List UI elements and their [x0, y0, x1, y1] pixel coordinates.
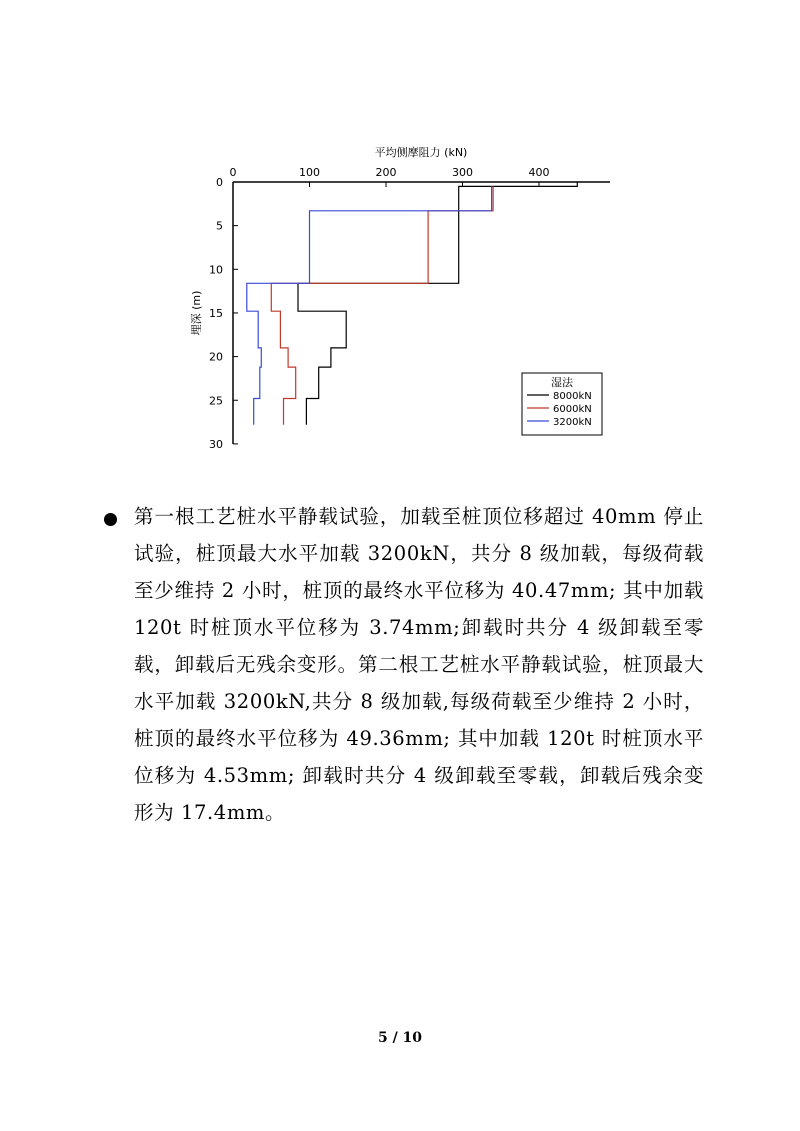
x-axis-ticks: [230, 166, 550, 187]
y-tick-label: 10: [209, 263, 223, 277]
y-tick-label: 30: [209, 437, 223, 451]
paragraph-text: 第一根工艺桩水平静载试验，加载至桩顶位移超过 40mm 停止试验，桩顶最大水平加载 3200kN，共分 8 级加载，每级荷载至少维持 2 小时，桩顶的最终水平位移为 40.47mm; 其中加载 120t 时桩顶水平位移为 3.74mm;卸载时共分 4 级卸载至零载，卸载后无残余变形。第二根工艺桩水平静载试验，桩顶最大水平加载 3200kN,共分 8 级加载,每级荷载至少维持 2 小时，桩顶的最终水平位移为 49.36mm; 其中加载 120t 时桩顶水平位移为 4.53mm; 卸载时共分 4 级卸载至零载，卸载后残余变形为 17.4mm。: [134, 505, 704, 824]
x-tick-label: 0: [229, 166, 237, 179]
chart-x-axis-label: 平均侧摩阻力 (kN): [374, 146, 468, 159]
series-line-3200kN: [247, 186, 492, 424]
x-tick-label: 400: [528, 166, 550, 179]
x-tick-label: 200: [375, 166, 397, 179]
chart-legend: [522, 373, 602, 435]
bullet-paragraph: [104, 498, 704, 831]
y-tick-label: 5: [216, 219, 223, 233]
y-tick-label: 20: [209, 350, 223, 364]
legend-title: 湿法: [551, 376, 573, 389]
y-tick-label: 0: [216, 176, 223, 189]
legend-label: 8000kN: [553, 391, 592, 402]
bullet-icon: [104, 513, 117, 526]
series-line-6000kN: [271, 186, 493, 424]
chart-y-axis-label: 埋深 (m): [190, 290, 203, 336]
x-tick-label: 300: [452, 166, 473, 179]
side-friction-chart: [160, 138, 630, 458]
y-tick-label: 25: [209, 394, 223, 408]
legend-label: 3200kN: [553, 417, 592, 428]
x-tick-label: 100: [299, 166, 320, 179]
legend-label: 6000kN: [553, 404, 592, 415]
y-tick-label: 15: [209, 306, 223, 320]
page-number: 5 / 10: [377, 1030, 423, 1046]
